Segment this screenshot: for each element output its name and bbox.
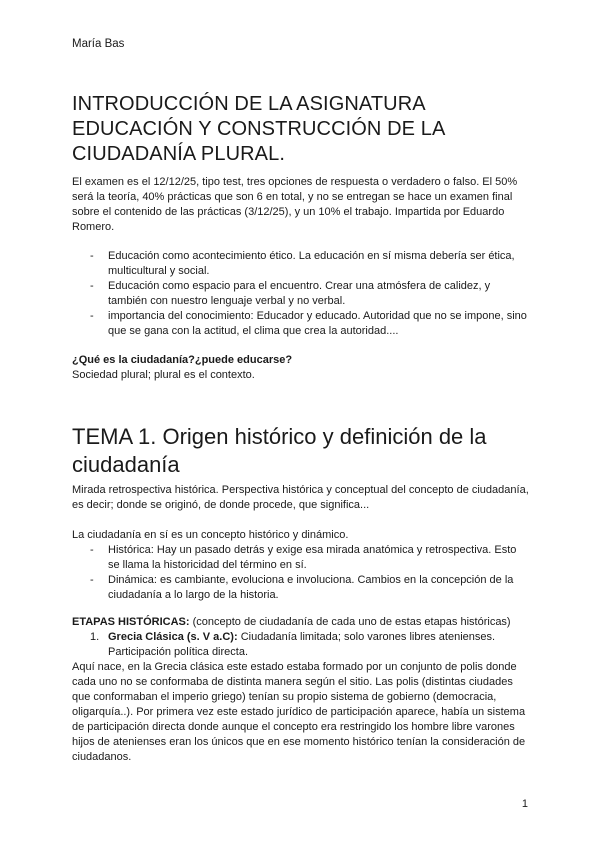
list-item: - Histórica: Hay un pasado detrás y exige esa mirada anatómica y retrospectiva. Esto se llama la historicidad del término en sí.	[90, 544, 517, 571]
list-item: - importancia del conocimiento: Educador y educado. Autoridad que no se impone, sino que se gana con la actitud, el clima que crea la autoridad....	[90, 310, 527, 337]
dash-bullet: -	[90, 574, 94, 586]
dash-bullet: -	[90, 310, 94, 322]
document-body	[72, 92, 530, 765]
etapas-heading	[72, 615, 530, 630]
grecia-paragraph: Aquí nace, en la Grecia clásica este estado estaba formado por un conjunto de polis donde cada uno no se conformaba de distinta manera según el sitio. Las polis (distintas ciudades que conformaban el imperio griego) tenían su propio sistema de gobierno (democracia, oligarquía..). Por primera vez este estado jurídico de participación aparece, había un sistema de participación directa donde aunque el concepto era restringido los hombre libre varones hijos de atenienses eran los únicos que en ese momento histórico tenían la consideración de ciudadanos.	[72, 661, 526, 763]
etapa-text: Ciudadanía limitada; solo varones libres atenienses. Participación política directa.	[108, 631, 496, 658]
etapas-note: (concepto de ciudadanía de cada uno de estas etapas históricas)	[192, 616, 511, 628]
intro-title: INTRODUCCIÓN DE LA ASIGNATURA EDUCACIÓN Y CONSTRUCCIÓN DE LA CIUDADANÍA PLURAL.	[72, 93, 445, 165]
list-item: - Dinámica: es cambiante, evoluciona e involuciona. Cambios en la concepción de la ciudadanía a lo largo de la historia.	[90, 574, 514, 601]
list-item: - Educación como espacio para el encuentro. Crear una atmósfera de calidez, y también con nuestro lenguaje verbal y no verbal.	[90, 280, 491, 307]
etapa-name: Grecia Clásica (s. V a.C):	[108, 631, 238, 643]
tema1-title: TEMA 1. Origen histórico y definición de la ciudadanía	[72, 424, 487, 477]
author-name: María Bas	[72, 38, 125, 50]
question-block	[72, 353, 530, 383]
answer: Sociedad plural; plural es el contexto.	[72, 369, 255, 381]
question: ¿Qué es la ciudadanía?¿puede educarse?	[72, 354, 293, 366]
page-number: 1	[521, 798, 528, 810]
dash-bullet: -	[90, 544, 94, 556]
dash-bullet: -	[90, 280, 94, 292]
concept-bullet-list	[72, 543, 530, 603]
concept-intro: La ciudadanía en sí es un concepto histórico y dinámico.	[72, 529, 349, 541]
intro-paragraph: El examen es el 12/12/25, tipo test, tres opciones de respuesta o verdadero o falso. El 50% será la teoría, 40% prácticas que son 6 en total, y no se entregan se hace un examen final sobre el contenido de las prácticas (3/12/25), y un 10% el trabajo. Impartida por Eduardo Romero.	[72, 176, 518, 233]
tema1-description: Mirada retrospectiva histórica. Perspectiva histórica y conceptual del concepto de ciudadanía, es decir; donde se originó, de donde procede, que significa...	[72, 484, 529, 511]
list-item	[72, 630, 530, 660]
etapas-label: ETAPAS HISTÓRICAS:	[72, 616, 190, 628]
intro-bullet-list	[72, 249, 530, 339]
etapas-list	[72, 630, 530, 660]
item-number: 1.	[90, 631, 100, 643]
dash-bullet: -	[90, 250, 94, 262]
list-item: - Educación como acontecimiento ético. La educación en sí misma debería ser ética, multicultural y social.	[90, 250, 515, 277]
